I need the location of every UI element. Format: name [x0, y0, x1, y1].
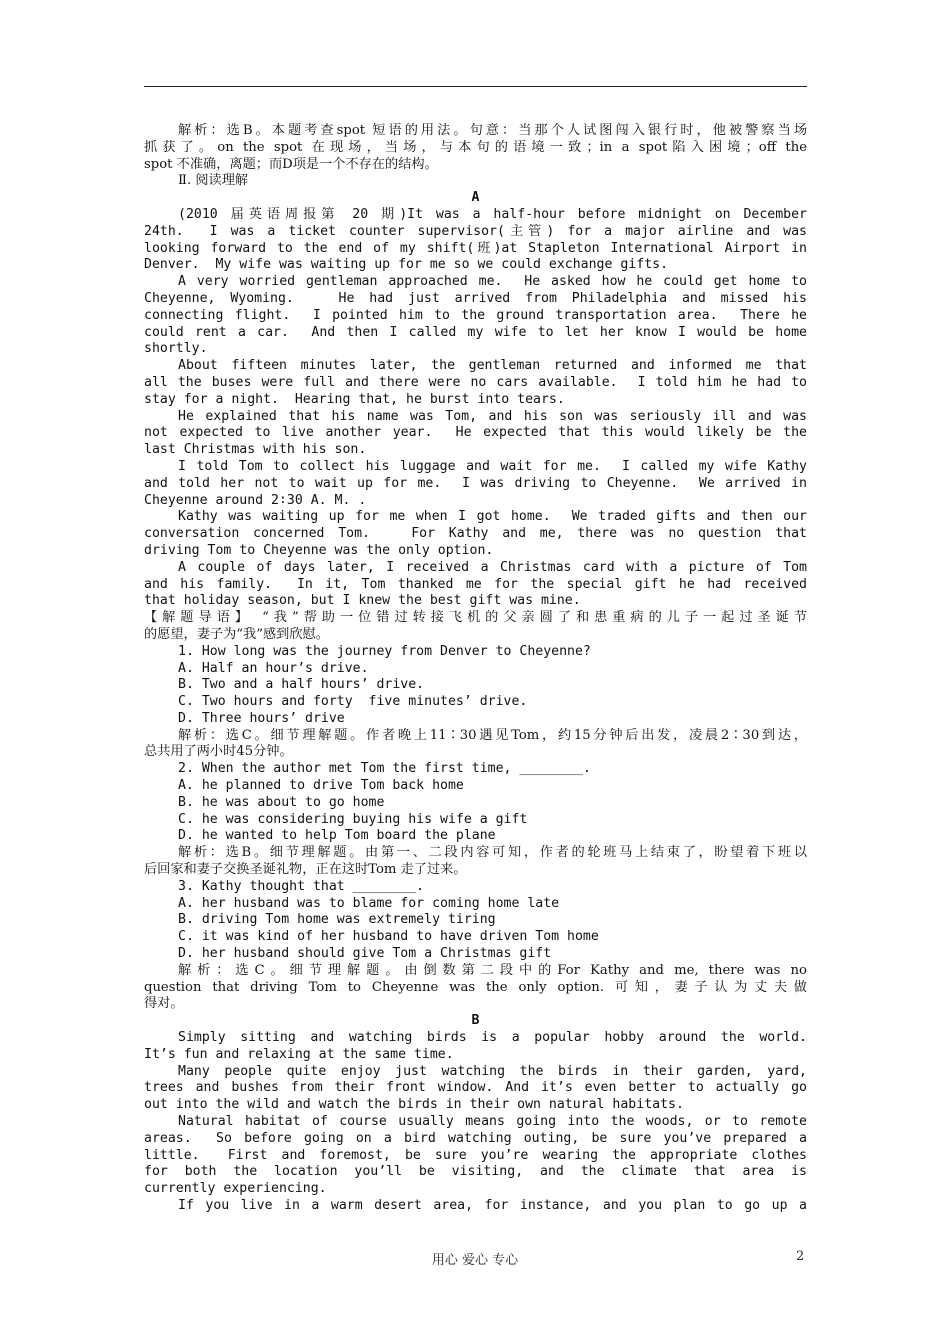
passage-label-a: A [471, 190, 480, 206]
text-line: currently experiencing. [144, 1181, 327, 1197]
text-line: and told her not to wait up for me. I was driving to Cheyenne. We arrived in [144, 475, 807, 491]
text-line: 解析：选B。本题考查spot 短语的用法。句意：当那个人试图闯入银行时，他被警察当场 [178, 123, 807, 138]
option-line: B. driving Tom home was extremely tiring [178, 912, 496, 928]
text-line: trees and bushes from their front window. And it’s even better to actually go [144, 1080, 807, 1096]
text-line: Cheyenne, Wyoming. He had just arrived from Philadelphia and missed his [144, 290, 807, 306]
text-line: for both the location you’ll be visiting, and the climate that area is [144, 1164, 807, 1180]
option-line: C. he was considering buying his wife a gift [178, 811, 528, 827]
text-line: 抓获了。on the spot 在现场，当场，与本句的语境一致；in a spot陷入困境；off the [144, 139, 807, 155]
header-rule [144, 86, 807, 87]
text-line: 解析：选B。细节理解题。由第一、二段内容可知，作者的轮班马上结束了，盼望着下班以 [178, 845, 807, 861]
text-line: that holiday season, but I knew the best gift was mine. [144, 593, 581, 609]
text-line: out into the wild and watch the birds in their own natural habitats. [144, 1097, 684, 1113]
text-line: Denver. My wife was waiting up for me so we could exchange gifts. [144, 257, 669, 273]
text-line: connecting flight. I pointed him to the ground transportation area. There he [144, 307, 807, 323]
text-line: shortly. [144, 341, 208, 357]
option-line: D. her husband should give Tom a Christmas gift [178, 946, 552, 962]
text-line: 总共用了两小时45分钟。 [144, 744, 293, 760]
text-line: spot 不准确，离题；而D项是一个不存在的结构。 [144, 156, 438, 172]
text-line: question that driving Tom to Cheyenne was the only option. 可知，妻子认为丈夫做 [144, 979, 807, 995]
text-line: 解析：选C。细节理解题。由倒数第二段中的For Kathy and me, there was no [178, 962, 807, 978]
text-line: About fifteen minutes later, the gentleman returned and informed me that [178, 358, 807, 374]
option-line: C. it was kind of her husband to have driven Tom home [178, 929, 599, 945]
text-line: 24th. I was a ticket counter supervisor(主管) for a major airline and was [144, 223, 807, 239]
option-line: D. Three hours’ drive [178, 710, 345, 726]
option-line: D. he wanted to help Tom board the plane [178, 828, 496, 844]
text-line: I told Tom to collect his luggage and wait for me. I called my wife Kathy [178, 458, 807, 474]
text-line: and his family. In it, Tom thanked me for the special gift he had received [144, 576, 807, 592]
text-line: 解析：选C。细节理解题。作者晚上11∶30遇见Tom，约15分钟后出发，凌晨2∶30到达， [178, 727, 807, 743]
text-line: little. First and foremost, be sure you’re wearing the appropriate clothes [144, 1147, 807, 1163]
page-number: 2 [796, 1249, 805, 1264]
text-line: Kathy was waiting up for me when I got home. We traded gifts and then our [178, 509, 807, 525]
text-line: stay for a night. Hearing that, he burst into tears. [144, 391, 565, 407]
text-line: areas. So before going on a bird watching outing, be sure you’ve prepared a [144, 1130, 807, 1146]
text-line: not expected to live another year. He expected that this would likely be the [144, 425, 807, 441]
option-line: A. her husband was to blame for coming home late [178, 895, 560, 911]
text-line: (2010 届英语周报第 20 期)It was a half-hour before midnight on December [178, 206, 807, 222]
text-line: 得对。 [144, 996, 184, 1012]
text-line: last Christmas with his son. [144, 442, 367, 458]
footer-slogan: 用心 爱心 专心 [431, 1253, 519, 1268]
option-line: A. he planned to drive Tom back home [178, 778, 464, 794]
question-1: 1. How long was the journey from Denver to Cheyenne? [178, 643, 591, 659]
text-line: could rent a car. And then I called my wife to let her know I would be home [144, 324, 807, 340]
text-line: 的愿望，妻子为“我”感到欣慰。 [144, 626, 329, 642]
section-heading: Ⅱ. 阅读理解 [178, 173, 249, 189]
option-line: A. Half an hour’s drive. [178, 660, 369, 676]
text-line: A very worried gentleman approached me. He asked how he could get home to [178, 274, 807, 290]
text-line: conversation concerned Tom. For Kathy and me, there was no question that [144, 526, 807, 542]
question-2: 2. When the author met Tom the first time, ________. [178, 761, 591, 777]
text-line: Natural habitat of course usually means going into the woods, or to remote [178, 1114, 807, 1130]
text-line: It’s fun and relaxing at the same time. [144, 1046, 454, 1062]
text-line: driving Tom to Cheyenne was the only option. [144, 542, 494, 558]
option-line: B. he was about to go home [178, 794, 385, 810]
text-line: Simply sitting and watching birds is a popular hobby around the world. [178, 1030, 807, 1046]
page-body [144, 123, 807, 1215]
question-3: 3. Kathy thought that ________. [178, 878, 425, 894]
text-line: He explained that his name was Tom, and his son was seriously ill and was [178, 408, 807, 424]
text-line: all the buses were full and there were no cars available. I told him he had to [144, 374, 807, 390]
text-line: A couple of days later, I received a Christmas card with a picture of Tom [178, 559, 807, 575]
text-line: If you live in a warm desert area, for instance, and you plan to go up a [178, 1198, 807, 1213]
passage-label-b: B [471, 1013, 480, 1029]
text-line: looking forward to the end of my shift(班)at Stapleton International Airport in [144, 240, 807, 256]
text-line: 【解题导语】 “我”帮助一位错过转接飞机的父亲圆了和患重病的儿子一起过圣诞节 [144, 610, 807, 626]
text-line: Many people quite enjoy just watching the birds in their garden, yard, [178, 1063, 807, 1079]
option-line: B. Two and a half hours’ drive. [178, 677, 425, 693]
option-line: C. Two hours and forty five minutes’ drive. [178, 694, 528, 710]
text-line: Cheyenne around 2∶30 A. M. . [144, 492, 367, 508]
text-line: 后回家和妻子交换圣诞礼物，正在这时Tom 走了过来。 [144, 862, 467, 878]
